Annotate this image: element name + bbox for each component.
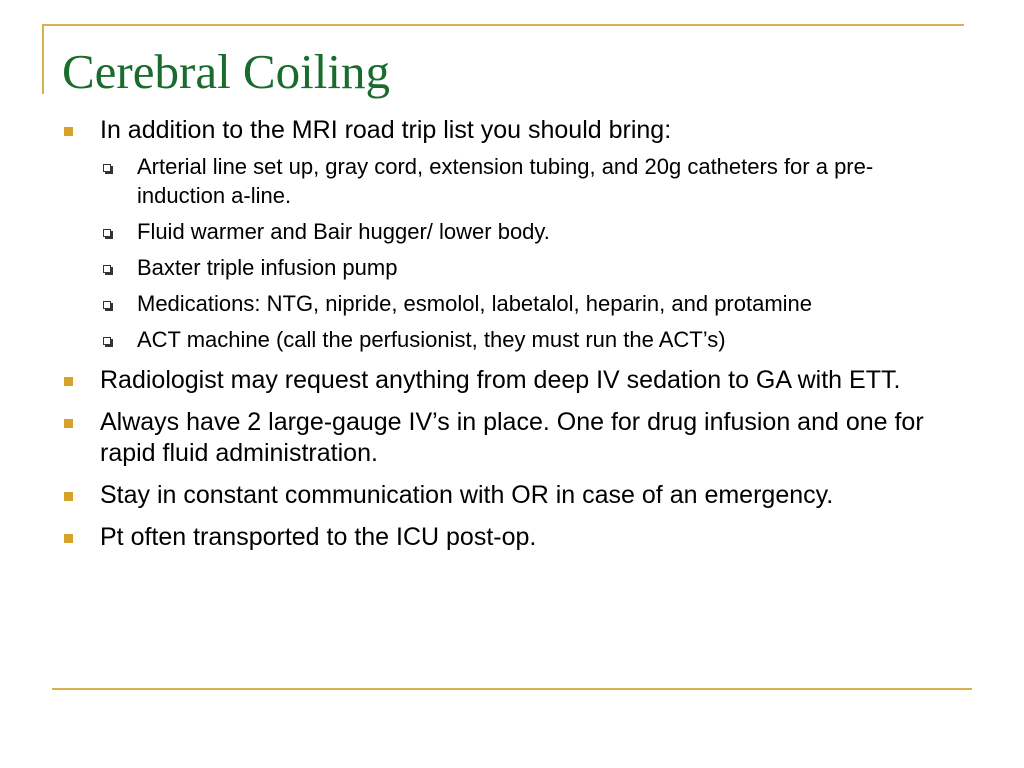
frame-left-rule <box>42 24 44 94</box>
bullet-item <box>62 115 942 354</box>
sub-bullet-item <box>100 289 942 318</box>
box-bullet-icon <box>103 229 111 237</box>
bullet-item <box>62 365 942 396</box>
bullet-text: Pt often transported to the ICU post-op. <box>100 523 537 551</box>
bullet-text: Stay in constant communication with OR in case of an emergency. <box>100 481 834 509</box>
slide-title: Cerebral Coiling <box>62 44 390 99</box>
sub-bullet-text: Fluid warmer and Bair hugger/ lower body. <box>137 219 550 244</box>
sub-bullet-text: ACT machine (call the perfusionist, they must run the ACT’s) <box>137 327 726 352</box>
square-bullet-icon <box>64 377 73 386</box>
sub-bullet-item <box>100 325 942 354</box>
bullet-text: Always have 2 large-gauge IV’s in place. One for drug infusion and one for rapid fluid administration. <box>100 408 924 467</box>
bullet-text: In addition to the MRI road trip list you should bring: <box>100 116 672 144</box>
sub-bullet-text: Medications: NTG, nipride, esmolol, labetalol, heparin, and protamine <box>137 291 813 316</box>
frame-top-rule <box>42 24 964 26</box>
sub-bullet-item <box>100 253 942 282</box>
bullet-item <box>62 480 942 511</box>
square-bullet-icon <box>64 127 73 136</box>
footer-rule <box>52 688 972 690</box>
box-bullet-icon <box>103 301 111 309</box>
sub-bullet-list <box>100 152 942 354</box>
square-bullet-icon <box>64 419 73 428</box>
sub-bullet-text: Baxter triple infusion pump <box>137 255 398 280</box>
sub-bullet-text: Arterial line set up, gray cord, extension tubing, and 20g catheters for a pre-induction a-line. <box>137 154 874 208</box>
square-bullet-icon <box>64 492 73 501</box>
square-bullet-icon <box>64 534 73 543</box>
sub-bullet-item <box>100 152 942 210</box>
bullet-text: Radiologist may request anything from deep IV sedation to GA with ETT. <box>100 366 901 394</box>
box-bullet-icon <box>103 337 111 345</box>
box-bullet-icon <box>103 164 111 172</box>
bullet-item <box>62 522 942 553</box>
bullet-list <box>62 115 942 564</box>
box-bullet-icon <box>103 265 111 273</box>
bullet-item <box>62 407 942 469</box>
sub-bullet-item <box>100 217 942 246</box>
